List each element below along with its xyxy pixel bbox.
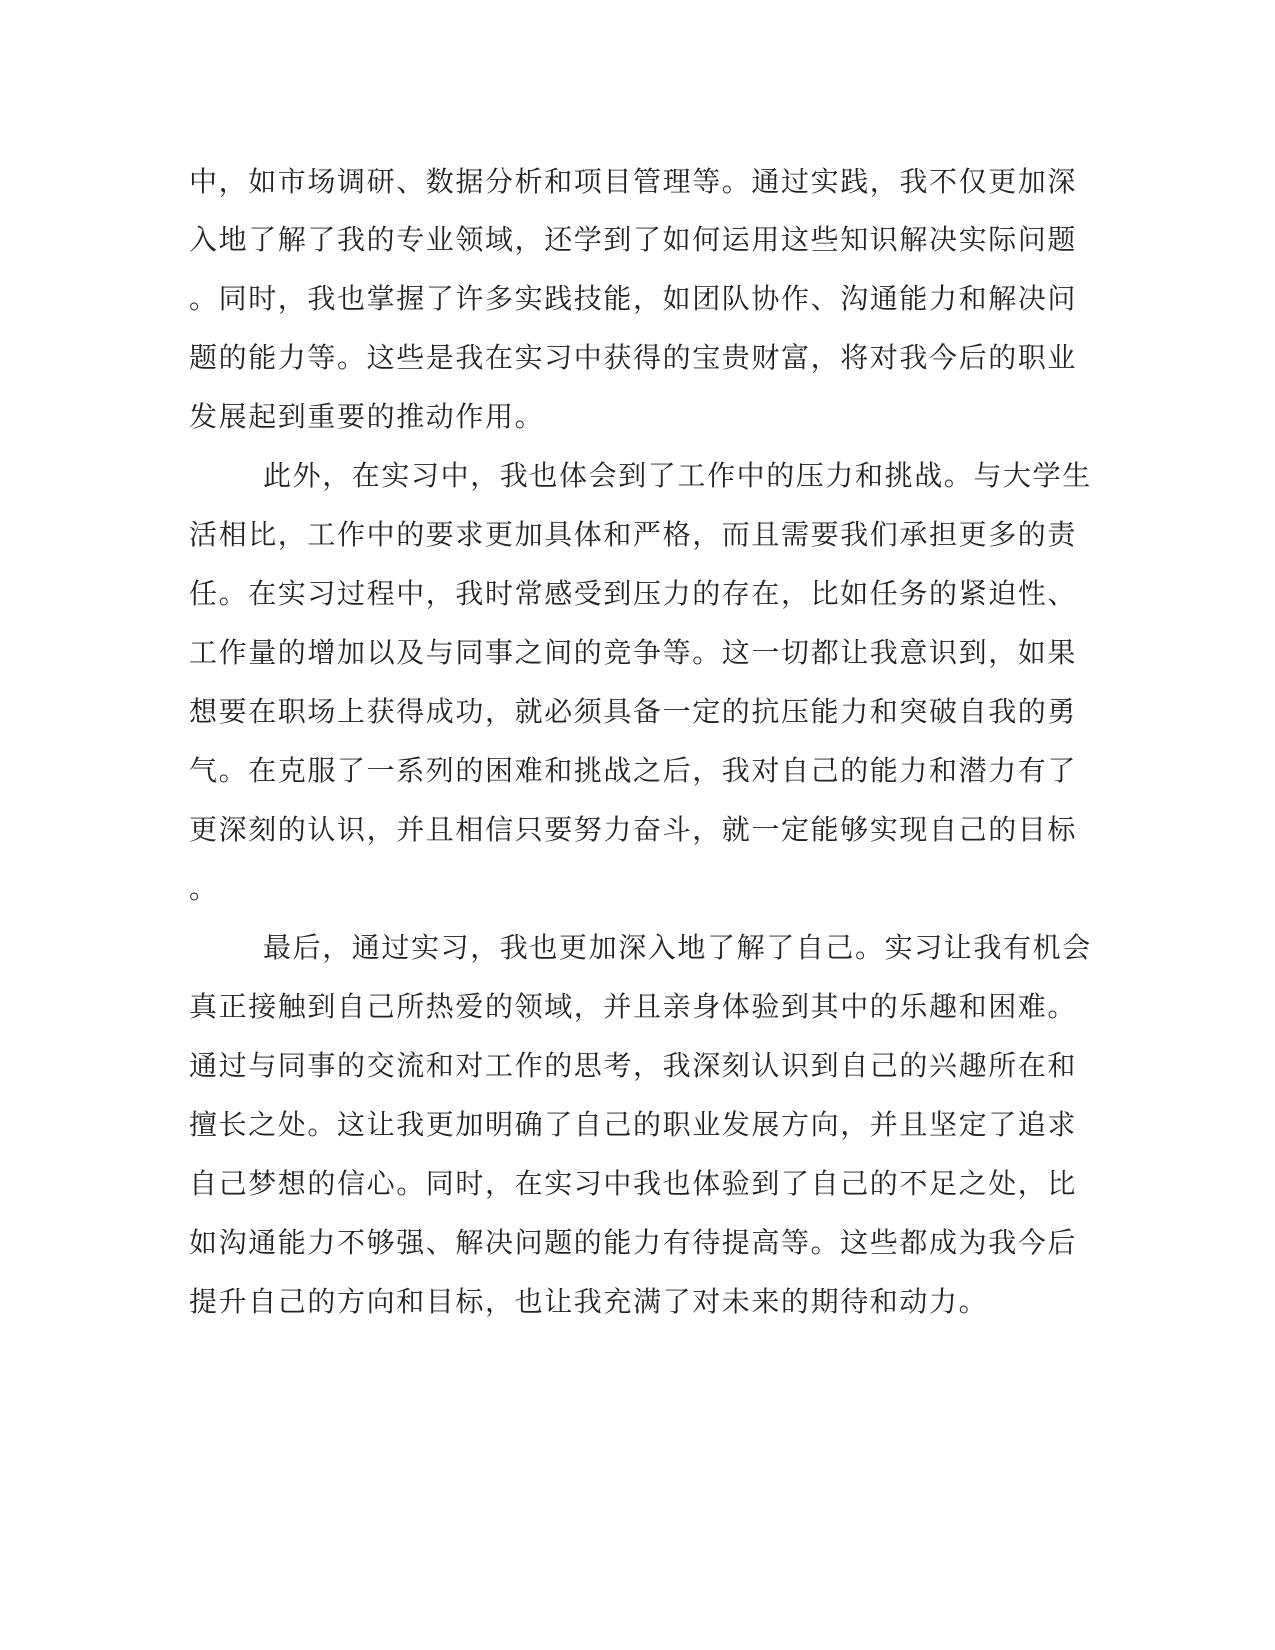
paragraph-2-line-2: 活相比，工作中的要求更加具体和严格，而且需要我们承担更多的责	[189, 518, 1078, 551]
paragraph-3-line-1: 最后，通过实习，我也更加深入地了解了自己。实习让我有机会	[263, 931, 1092, 964]
paragraph-3-line-6: 如沟通能力不够强、解决问题的能力有待提高等。这些都成为我今后	[189, 1226, 1078, 1259]
paragraph-1-line-1: 中，如市场调研、数据分析和项目管理等。通过实践，我不仅更加深	[189, 165, 1078, 198]
paragraph-3-line-3: 通过与同事的交流和对工作的思考，我深刻认识到自己的兴趣所在和	[189, 1049, 1078, 1082]
paragraph-1-line-4: 题的能力等。这些是我在实习中获得的宝贵财富，将对我今后的职业	[189, 341, 1078, 374]
paragraph-2-line-5: 想要在职场上获得成功，就必须具备一定的抗压能力和突破自我的勇	[189, 695, 1078, 728]
paragraph-2-line-4: 工作量的增加以及与同事之间的竞争等。这一切都让我意识到，如果	[189, 636, 1078, 669]
paragraph-3-line-7: 提升自己的方向和目标，也让我充满了对未来的期待和动力。	[189, 1285, 989, 1318]
paragraph-3-line-5: 自己梦想的信心。同时，在实习中我也体验到了自己的不足之处，比	[189, 1167, 1078, 1200]
paragraph-1-line-2: 入地了解了我的专业领域，还学到了如何运用这些知识解决实际问题	[189, 223, 1078, 256]
paragraph-2-line-3: 任。在实习过程中，我时常感受到压力的存在，比如任务的紧迫性、	[189, 577, 1078, 610]
paragraph-2-line-6: 气。在克服了一系列的困难和挑战之后，我对自己的能力和潜力有了	[189, 754, 1078, 787]
paragraph-1-line-5: 发展起到重要的推动作用。	[189, 400, 545, 433]
paragraph-2-line-1: 此外，在实习中，我也体会到了工作中的压力和挑战。与大学生	[263, 459, 1092, 492]
paragraph-2-line-8: 。	[189, 872, 219, 905]
paragraph-2-line-7: 更深刻的认识，并且相信只要努力奋斗，就一定能够实现自己的目标	[189, 813, 1078, 846]
paragraph-3-line-4: 擅长之处。这让我更加明确了自己的职业发展方向，并且坚定了追求	[189, 1108, 1078, 1141]
paragraph-3-line-2: 真正接触到自己所热爱的领域，并且亲身体验到其中的乐趣和困难。	[189, 990, 1078, 1023]
paragraph-1-line-3: 。同时，我也掌握了许多实践技能，如团队协作、沟通能力和解决问	[189, 282, 1078, 315]
